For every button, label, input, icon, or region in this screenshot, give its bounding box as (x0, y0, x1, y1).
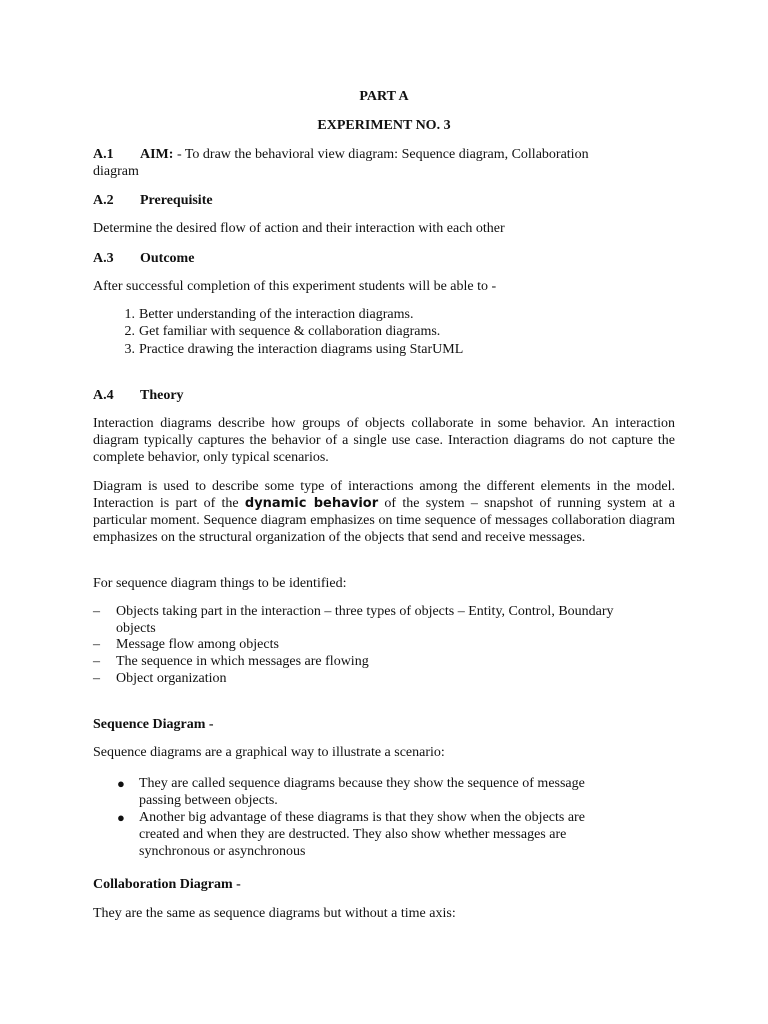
sequence-diagram-intro: Sequence diagrams are a graphical way to illustrate a scenario: (93, 745, 445, 760)
dash-list-item (93, 670, 683, 687)
dash-list-item (93, 603, 683, 637)
theory-heading (93, 387, 675, 404)
prerequisite-text: Determine the desired flow of action and their interaction with each other (93, 221, 505, 236)
outcome-heading (93, 250, 675, 267)
dash-marker: – (93, 671, 100, 686)
list-text: Better understanding of the interaction diagrams. (139, 307, 414, 322)
dash-marker: – (93, 604, 100, 619)
bullet-list-item (93, 775, 683, 809)
aim-label: AIM: (140, 147, 174, 162)
aim-text-continued: diagram (93, 164, 139, 179)
prerequisite-number: A.2 (93, 193, 114, 208)
dash-list-item (93, 653, 683, 670)
outcome-title: Outcome (140, 251, 195, 266)
list-text: Get familiar with sequence & collaboration diagrams. (139, 324, 441, 339)
dynamic-behavior-term: dynamic behavior (244, 496, 379, 511)
list-text: Practice drawing the interaction diagrams using StarUML (139, 342, 464, 357)
part-title: PART A (359, 89, 409, 104)
outcome-number: A.3 (93, 251, 114, 266)
dash-item-text-continued: objects (116, 621, 156, 636)
dash-marker: – (93, 654, 100, 669)
outcome-intro: After successful completion of this experiment students will be able to - (93, 279, 497, 294)
list-number: 3. (124, 342, 135, 357)
dash-item-text: The sequence in which messages are flowing (116, 654, 369, 669)
dash-list-item (93, 636, 683, 653)
bullet-text-continued: created and when they are destructed. They also show whether messages are (139, 827, 567, 842)
theory-number: A.4 (93, 388, 114, 403)
aim-text: - To draw the behavioral view diagram: Sequence diagram, Collaboration (173, 147, 589, 162)
bullet-text: Another big advantage of these diagrams is that they show when the objects are (139, 810, 585, 825)
theory-title: Theory (140, 388, 184, 403)
bullet-marker: ● (117, 776, 125, 791)
theory-paragraph-3: For sequence diagram things to be identified: (93, 576, 347, 591)
aim-number: A.1 (93, 147, 114, 162)
theory-paragraph-2 (93, 478, 675, 546)
prerequisite-heading (93, 192, 675, 209)
bullet-text-continued: passing between objects. (139, 793, 278, 808)
bullet-list-item (93, 809, 683, 860)
list-number: 2. (124, 324, 135, 339)
dash-item-text: Message flow among objects (116, 637, 279, 652)
sequence-diagram-heading: Sequence Diagram - (93, 717, 214, 732)
theory-paragraph-2-text-continued: of the system – snapshot of running system at a particular moment. Sequence diagram emphasizes on time sequence of messages collaboration diagram emphasizes on the structural organization of the objects that send and receive messages. (93, 496, 675, 545)
dash-item-text: Objects taking part in the interaction – three types of objects – Entity, Control, Boundary (116, 604, 614, 619)
dash-marker: – (93, 637, 100, 652)
bullet-text-continued: synchronous or asynchronous (139, 844, 306, 859)
theory-paragraph-2-text: Diagram is used to describe some type of interactions among the different elements in the model. Interaction is part of the (93, 479, 675, 511)
aim-section (93, 146, 675, 180)
theory-paragraph-1: Interaction diagrams describe how groups of objects collaborate in some behavior. An interaction diagram typically captures the behavior of a single use case. Interaction diagrams do not capture the complete behavior, only typical scenarios. (93, 416, 675, 465)
collaboration-diagram-heading: Collaboration Diagram - (93, 877, 241, 892)
collaboration-diagram-intro: They are the same as sequence diagrams but without a time axis: (93, 906, 456, 921)
list-number: 1. (124, 307, 135, 322)
bullet-text: They are called sequence diagrams because they show the sequence of message (139, 776, 585, 791)
dash-item-text: Object organization (116, 671, 227, 686)
experiment-title: EXPERIMENT NO. 3 (317, 118, 451, 133)
bullet-marker: ● (117, 810, 125, 825)
prerequisite-title: Prerequisite (140, 193, 213, 208)
